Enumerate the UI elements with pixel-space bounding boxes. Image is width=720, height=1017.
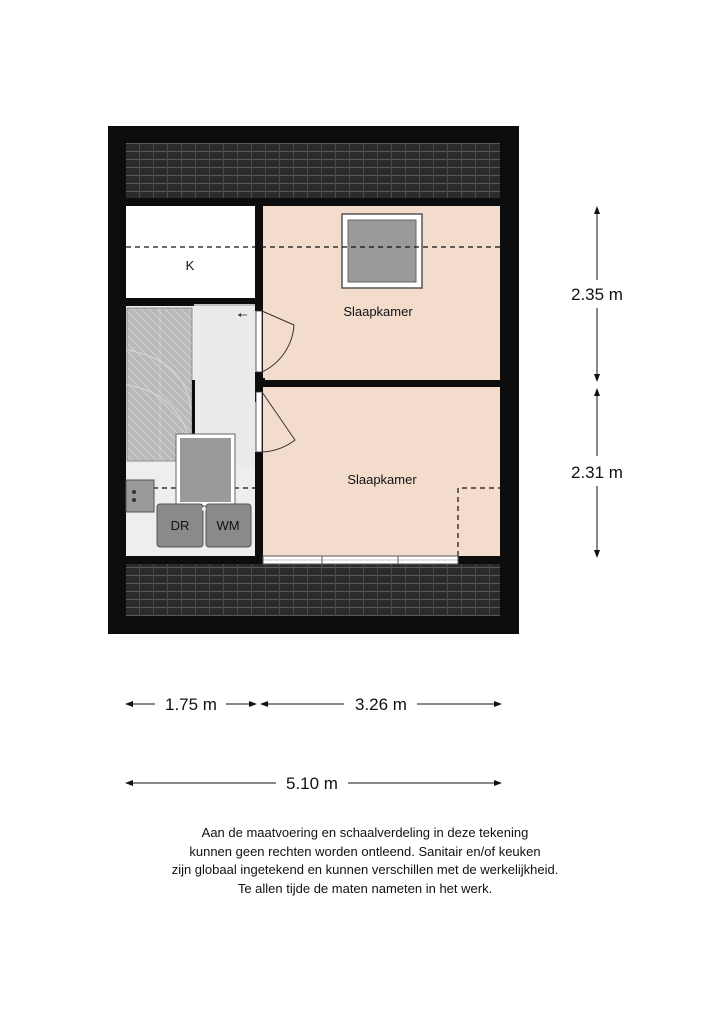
- disclaimer-line-4: Te allen tijde de maten nameten in het werk.: [237, 880, 493, 896]
- roof-tiles-bottom: [126, 564, 500, 616]
- disclaimer: [60, 824, 670, 898]
- width-left-label: 1.75 m: [165, 695, 217, 714]
- disclaimer-line-3: zijn globaal ingetekend en kunnen verschillen met de werkelijkheid.: [171, 862, 559, 877]
- height-top-label: 2.35 m: [571, 285, 623, 304]
- storage-label: K: [185, 258, 195, 273]
- vertical-dimension: [594, 206, 600, 558]
- bedroom-bottom-label: Slaapkamer: [347, 472, 417, 487]
- sink: [126, 480, 154, 512]
- width-total-label: 5.10 m: [286, 774, 338, 793]
- dryer-label: DR: [170, 518, 190, 533]
- disclaimer-line-2: kunnen geen rechten worden ontleend. Sanitair en/of keuken: [189, 843, 541, 859]
- bedroom-top-label: Slaapkamer: [343, 304, 413, 319]
- disclaimer-line-1: Aan de maatvoering en schaalverdeling in deze tekening: [201, 825, 529, 840]
- washer-label: WM: [216, 518, 240, 533]
- roof-tiles-top: [126, 143, 500, 198]
- storage-room: [126, 206, 255, 298]
- height-bottom-label: 2.31 m: [571, 463, 623, 482]
- width-right-label: 3.26 m: [355, 695, 407, 714]
